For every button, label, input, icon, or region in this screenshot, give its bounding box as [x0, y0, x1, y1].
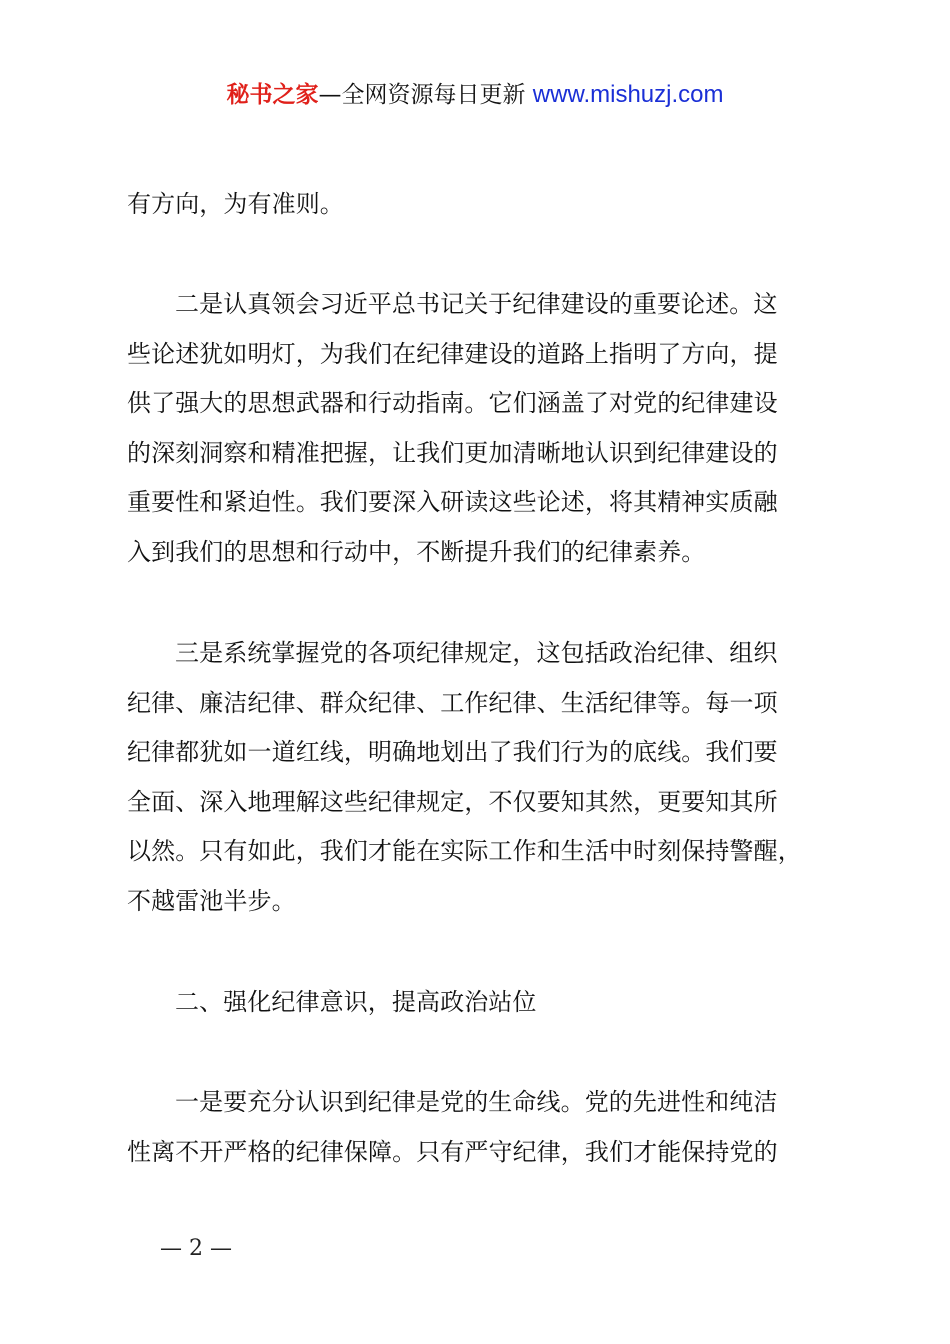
- header-slogan: —全网资源每日更新: [318, 82, 533, 108]
- paragraph-line: 一是要充分认识到纪律是党的生命线。党的先进性和纯洁: [175, 1088, 778, 1116]
- paragraph-line: 的深刻洞察和精准把握，让我们更加清晰地认识到纪律建设的: [127, 438, 778, 467]
- paragraph-line: 不越雷池半步。: [127, 886, 296, 915]
- paragraph-line: 三是系统掌握党的各项纪律规定，这包括政治纪律、组织: [175, 639, 778, 667]
- paragraph-line: 供了强大的思想武器和行动指南。它们涵盖了对党的纪律建设: [127, 389, 778, 418]
- paragraph-line: 纪律、廉洁纪律、群众纪律、工作纪律、生活纪律等。每一项: [127, 688, 778, 717]
- paragraph-1: [127, 280, 835, 578]
- site-url-link[interactable]: www.mishuzj.com: [532, 81, 724, 108]
- paragraph-line: 有方向，为有准则。: [127, 190, 344, 218]
- paragraph-line: 以然。只有如此，我们才能在实际工作和生活中时刻保持警醒，: [127, 837, 802, 866]
- paragraph-line: 性离不开严格的纪律保障。只有严守纪律，我们才能保持党的: [127, 1137, 778, 1166]
- page-number: — 2 —: [160, 1236, 232, 1261]
- brand-name: 秘书之家: [226, 82, 319, 108]
- section-heading: 二、强化纪律意识，提高政治站位: [175, 988, 537, 1016]
- page-header: [0, 78, 950, 112]
- continued-paragraph: [127, 180, 835, 230]
- paragraph-3: [127, 1078, 835, 1177]
- paragraph-line: 入到我们的思想和行动中，不断提升我们的纪律素养。: [127, 537, 706, 566]
- paragraph-2: [127, 629, 835, 927]
- paragraph-line: 纪律都犹如一道红线，明确地划出了我们行为的底线。我们要: [127, 738, 778, 767]
- paragraph-line: 全面、深入地理解这些纪律规定，不仅要知其然，更要知其所: [127, 787, 778, 816]
- section-heading-block: [127, 978, 835, 1028]
- paragraph-line: 些论述犹如明灯，为我们在纪律建设的道路上指明了方向，提: [127, 339, 778, 368]
- paragraph-line: 重要性和紧迫性。我们要深入研读这些论述，将其精神实质融: [127, 488, 778, 517]
- paragraph-line: 二是认真领会习近平总书记关于纪律建设的重要论述。这: [175, 290, 778, 318]
